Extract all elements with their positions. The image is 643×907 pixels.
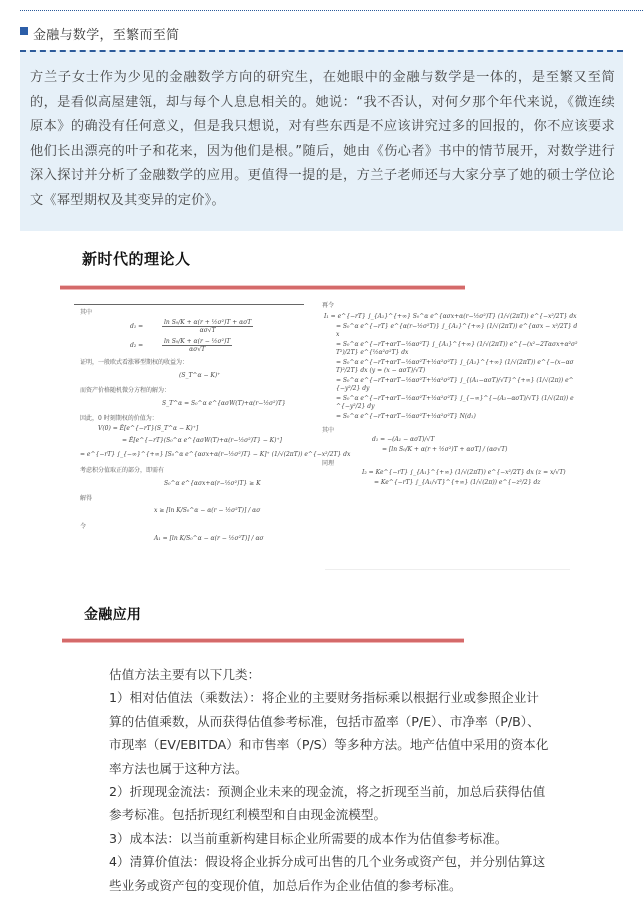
- formula-I2-1: I₂ = Ke^{−rT} ∫_{A₁}^{+∞} (1/√(2πT)) e^{−x²/2T} dx (z = x/√T): [362, 469, 566, 476]
- application-screenshot: [60, 590, 580, 907]
- intro-box: [20, 50, 623, 231]
- formula-v0-2: = Ê[e^{−rT}(S₀^α e^{ασW(T)+α(r−½σ²)T} − K)⁺]: [122, 437, 282, 444]
- section-header: [20, 22, 179, 44]
- blue-square-bullet-icon: [20, 27, 28, 35]
- formula-column-right: [322, 300, 578, 489]
- valuation-method-2: 2）折现现金流法：预测企业未来的现金流，将之折现至当前，加总后获得估值参考标准。包括折现红利模型和自由现金流模型。: [109, 784, 546, 823]
- formula-d1-lhs: d₁ =: [130, 323, 144, 330]
- formula-I1-2: = S₀^α e^{−rT} e^{α(r−½σ²T)} ∫_{A₁}^{+∞} (1/√(2πT)) e^{ασx − x²/2T} dx: [336, 323, 578, 338]
- label-tongli: 同理: [322, 460, 335, 467]
- column-top-rule: [74, 304, 304, 305]
- red-rule: [60, 286, 465, 289]
- intro-paragraph: 方兰子女士作为少见的金融数学方向的研究生，在她眼中的金融与数学是一体的，是至繁又至简的，是看似高屋建瓴，却与每个人息息相关的。她说：“我不否认，对何夕那个年代来说，《微连续原本》的确没有任何意义，但是我只想说，对有些东西是不应该讲究过多的回报的，你不应该要求他们长出漂亮的叶子和花来，因为他们是根。”随后，她由《伤心者》书中的情节展开，对数学进行深入探讨并分析了金融数学的应用。更值得一提的是，方兰子老师还与大家分享了她的硕士学位论文《幂型期权及其变异的定价》。: [30, 70, 615, 208]
- valuation-method-4: 4）清算价值法：假设将企业拆分成可出售的几个业务或资产包，并分别估算这些业务或资产包的变现价值，加总后作为企业估值的参考标准。: [109, 854, 546, 893]
- formula-d2-lhs: d₂ =: [130, 342, 144, 349]
- column-bottom-rule: [325, 569, 570, 570]
- formula-d1-b: = [ln S₀/K + α(r + ½σ²)T + ασT] / (ασ√T): [382, 446, 508, 453]
- consider-line: 考虑积分值取正的部分，即需有: [80, 467, 165, 474]
- formula-v0-3: = e^{−rT} ∫_{−∞}^{+∞} [S₀^α e^{ασx+α(r−½σ²)T} − K]⁺ (1/√(2πT)) e^{−x²/2T} dx: [80, 451, 351, 458]
- formula-payoff: (S_T^α − K)⁺: [179, 372, 221, 379]
- top-dotted-divider: [20, 10, 643, 11]
- label-zai-ling: 再令: [322, 302, 335, 309]
- valuation-method-3: 3）成本法：以当前重新构建目标企业所需要的成本作为估值参考标准。: [109, 830, 508, 846]
- valuation-methods-text: [109, 663, 549, 897]
- value-line: 因此，0 时刻期权的价值为：: [80, 415, 158, 422]
- formula-x-inequality: x ≥ [ln K/S₀^α − α(r − ½σ²T)] / ασ: [154, 507, 261, 514]
- formula-I1-4: = S₀^α e^{−rT+αrT−½ασ²T+½α²σ²T} ∫_{A₁}^{+∞} (1/√(2πT)) e^{−(x−ασT)²/2T} dx (y = (x − ασT)/√T): [336, 359, 574, 374]
- formula-d1-den: ασ√T: [199, 327, 216, 334]
- thesis-screenshot: [60, 240, 580, 580]
- formula-d2-frac: [162, 338, 232, 353]
- formula-d1-a: d₁ = −(A₁ − ασT)/√T: [372, 436, 435, 443]
- formula-I1-3: = S₀^α e^{−rT+αrT−½ασ²T} ∫_{A₁}^{+∞} (1/√(2πT)) e^{−(x²−2Tασx+α²σ²T²)/2T} e^{½α²σ²T} dx: [336, 341, 578, 356]
- formula-A1-definition: A₁ = [ln K/S₀^α − α(r − ½σ²T)] / ασ: [154, 535, 264, 542]
- formula-d1-num: ln S₀/K + α(r + ½σ²)T + ασT: [164, 319, 252, 326]
- sde-line: 而资产价格随机微分方程的解为：: [80, 387, 171, 394]
- formula-d2-den: ασ√T: [189, 346, 206, 353]
- label-let: 令: [80, 523, 87, 530]
- red-rule: [62, 639, 464, 642]
- formula-I1-6: = S₀^α e^{−rT+αrT−½ασ²T+½α²σ²T} ∫_{−∞}^{−(A₁−ασT)/√T} (1/√(2π)) e^{−y²/2} dy: [336, 395, 574, 410]
- formula-d1-frac: [162, 319, 253, 334]
- formula-I2-2: = Ke^{−rT} ∫_{A₁/√T}^{+∞} (1/√(2π)) e^{−z²/2} dz: [374, 479, 541, 486]
- valuation-method-1: 1）相对估值法（乘数法）：将企业的主要财务指标乘以根据行业或参照企业计算的估值乘数，从而获得估值参考标准，包括市盈率（P/E）、市净率（P/B）、市现率（EV/EBITDA）和市售率（P/S）等多种方法。地产估值中采用的资本化率方法也属于这种方法。: [109, 690, 549, 776]
- formula-I1-5: = S₀^α e^{−rT+αrT−½ασ²T+½α²σ²T} ∫_{(A₁−ασT)/√T}^{+∞} (1/√(2π)) e^{−y²/2} dy: [336, 377, 574, 392]
- thesis-image-title: 新时代的理论人: [82, 250, 191, 268]
- section-title: 金融与数学，至繁而至简: [33, 27, 180, 43]
- valuation-intro: 估值方法主要有以下几类：: [109, 667, 261, 682]
- label-solve: 解得: [80, 495, 93, 502]
- formula-v0-1: V(0) = Ê[e^{−rT}(S_T^α − K)⁺]: [98, 425, 199, 432]
- formula-I1-1: I₁ = e^{−rT} ∫_{A₁}^{+∞} S₀^α e^{ασx+α(r−½σ²)T} (1/√(2πT)) e^{−x²/2T} dx: [324, 313, 577, 320]
- formula-I1-7: = S₀^α e^{−rT+αrT−½ασ²T+½α²σ²T} N(d₁): [336, 413, 476, 420]
- application-image-title: 金融应用: [84, 607, 142, 623]
- formula-inequality: S₀^α e^{ασx+α(r−½σ²)T} ≥ K: [164, 480, 261, 487]
- formula-sde-solution: S_T^α = S₀^α e^{ασW(T)+α(r−½σ²)T}: [162, 400, 286, 407]
- formula-d2-num: ln S₀/K + α(r − ½σ²)T: [164, 338, 231, 345]
- proof-line: 证明，一般欧式看涨幂型期权的收益为：: [80, 359, 189, 366]
- label-qizhong-right: 其中: [322, 427, 335, 434]
- label-qizhong: 其中: [80, 309, 93, 316]
